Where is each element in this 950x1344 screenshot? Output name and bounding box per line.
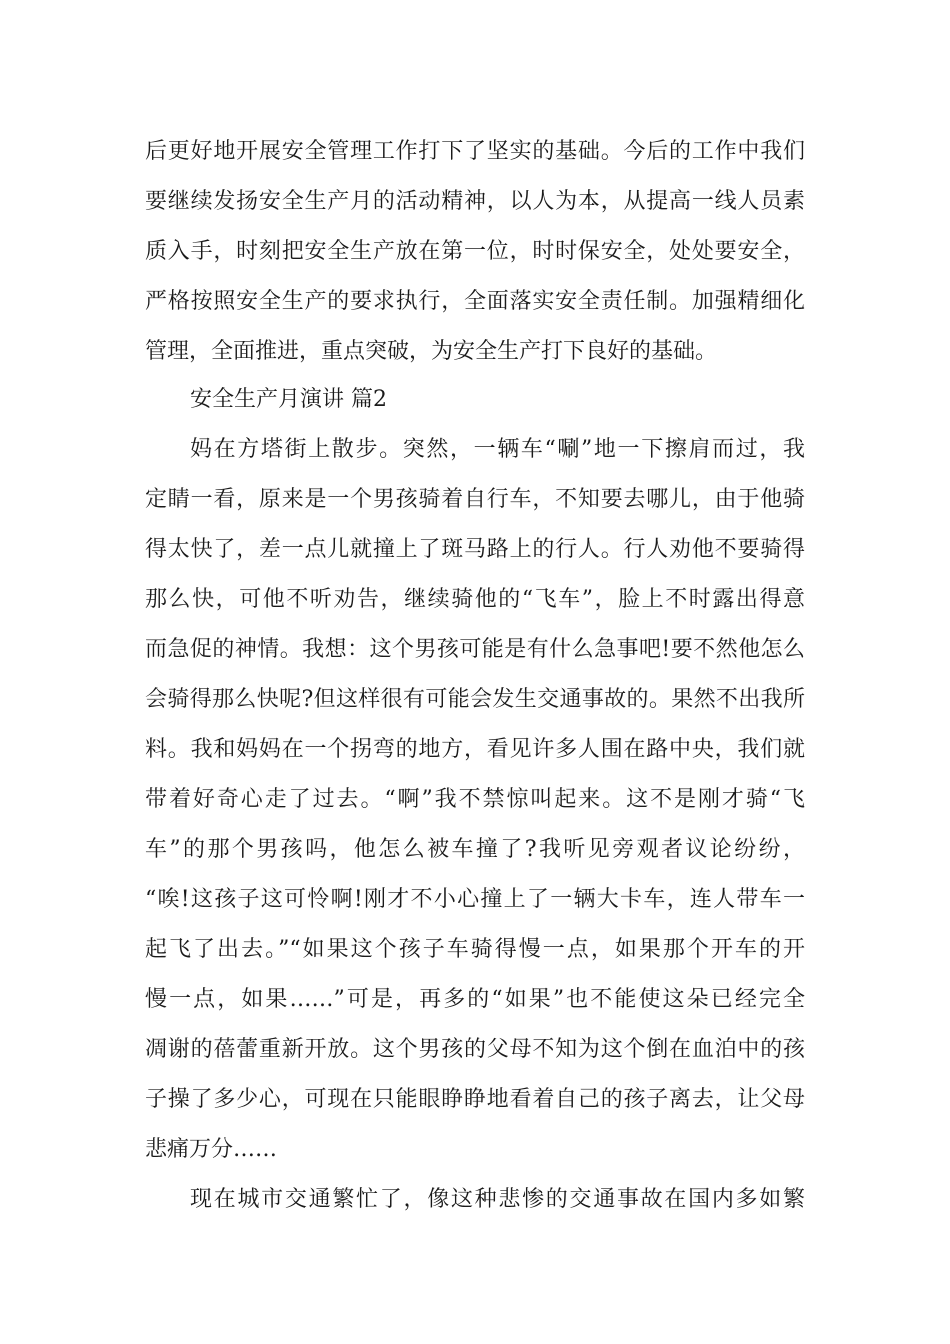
paragraph-line: 妈在方塔街上散步。突然，一辆车“唰”地一下擦肩而过，我 [190, 437, 805, 462]
paragraph-line: 而急促的神情。我想：这个男孩可能是有什么急事吧!要不然他怎么 [145, 637, 805, 662]
paragraph-line: 会骑得那么快呢?但这样很有可能会发生交通事故的。果然不出我所 [145, 687, 805, 712]
section-heading: 安全生产月演讲 篇2 [190, 387, 387, 412]
paragraph-line: 得太快了，差一点儿就撞上了斑马路上的行人。行人劝他不要骑得 [145, 537, 805, 562]
paragraph-line: “唉!这孩子这可怜啊!刚才不小心撞上了一辆大卡车，连人带车一 [145, 887, 805, 912]
paragraph-line: 带着好奇心走了过去。“啊”我不禁惊叫起来。这不是刚才骑“飞 [145, 787, 805, 812]
paragraph-line: 严格按照安全生产的要求执行，全面落实安全责任制。加强精细化 [145, 289, 805, 314]
paragraph-line: 现在城市交通繁忙了，像这种悲惨的交通事故在国内多如繁 [190, 1187, 805, 1212]
paragraph-line: 悲痛万分…… [145, 1137, 278, 1162]
paragraph-line: 起飞了出去。”“如果这个孩子车骑得慢一点，如果那个开车的开 [145, 937, 805, 962]
paragraph-line: 料。我和妈妈在一个拐弯的地方，看见许多人围在路中央，我们就 [145, 737, 805, 762]
paragraph-line: 质入手，时刻把安全生产放在第一位，时时保安全，处处要安全， [145, 239, 805, 264]
paragraph-line: 定睛一看，原来是一个男孩骑着自行车，不知要去哪儿，由于他骑 [145, 487, 805, 512]
paragraph-line: 车”的那个男孩吗，他怎么被车撞了?我听见旁观者议论纷纷， [145, 837, 805, 862]
paragraph-line: 凋谢的蓓蕾重新开放。这个男孩的父母不知为这个倒在血泊中的孩 [145, 1037, 805, 1062]
paragraph-line: 要继续发扬安全生产月的活动精神，以人为本，从提高一线人员素 [145, 189, 805, 214]
paragraph-line: 管理，全面推进，重点突破，为安全生产打下良好的基础。 [145, 339, 718, 364]
paragraph-line: 慢一点，如果……”可是，再多的“如果”也不能使这朵已经完全 [145, 987, 805, 1012]
paragraph-line: 子操了多少心，可现在只能眼睁睁地看着自己的孩子离去，让父母 [145, 1087, 805, 1112]
paragraph-line: 那么快，可他不听劝告，继续骑他的“飞车”，脸上不时露出得意 [145, 587, 805, 612]
paragraph-line: 后更好地开展安全管理工作打下了坚实的基础。今后的工作中我们 [145, 139, 805, 164]
